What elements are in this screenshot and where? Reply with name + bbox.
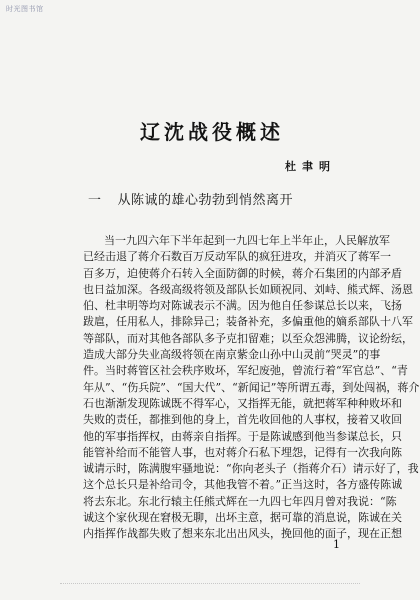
text-line: 件。当时蒋管区社会秩序败坏，军纪废弛，曾流行着“军官总”、“青 xyxy=(83,364,408,378)
page-number: 1 xyxy=(333,538,340,551)
text-line: 百多万，迫使蒋介石转入全面防御的时候，蒋介石集团的内部矛盾 xyxy=(83,266,402,280)
body-paragraph xyxy=(83,233,420,543)
author-name: 杜聿明 xyxy=(285,160,336,173)
text-line: 诚这个家伙现在窘极无聊，出坏主意，据可靠的消息说，陈诚在关 xyxy=(83,511,402,525)
text-line: 他的军事指挥权，由蒋亲自指挥。于是陈诚感到他当参谋总长，只 xyxy=(83,429,402,443)
text-line: 石也渐渐发现陈诚既不得军心，又指挥无能，就把蒋军种种败坏和 xyxy=(83,396,402,410)
watermark-text: 时光图书馆 xyxy=(6,5,44,13)
text-line: 造成大部分失业高级将领在南京紫金山孙中山灵前“哭灵”的事 xyxy=(83,348,381,362)
text-line: 能管补给而不能管人事，也对蒋介石私下埋怨，记得有一次我向陈 xyxy=(83,445,402,459)
section-heading xyxy=(88,189,293,208)
text-line: 伯、杜聿明等均对陈诚表示不满。因为他自任参谋总长以来，飞扬 xyxy=(83,299,402,313)
text-line: 失败的责任，都推到他的身上，首先收回他的人事权，接着又收回 xyxy=(83,413,402,427)
text-line: 跋扈，任用私人，排除异己；装备补充，多偏重他的嫡系部队十八军 xyxy=(83,315,413,329)
scan-edge-noise xyxy=(60,583,360,585)
section-number: 一 xyxy=(88,193,102,208)
text-line: 已经击退了蒋介石数百万反动军队的疯狂进攻，并消灭了蒋军一 xyxy=(83,250,391,264)
article-title: 辽沈战役概述 xyxy=(140,120,284,144)
text-line: 这个总长只是补给司令，其他我管不着。”正当这时，各方盛传陈诚 xyxy=(83,478,403,492)
text-line: 年从”、“伤兵院”、“国大代”、“新闻记”等所谓五毒，到处闯祸，蒋介 xyxy=(83,380,420,394)
text-line: 等部队，而对其他各部队多予克扣留难；以至众怨沸腾，议论纷纭， xyxy=(83,331,413,345)
text-line: 内指挥作战都失败了想来东北出出风头，挽回他的面子，现在正想 xyxy=(83,527,402,541)
section-title: 从陈诚的雄心勃勃到悄然离开 xyxy=(117,193,294,208)
text-line: 将去东北。东北行辕主任熊式辉在一九四七年四月曾对我说：“陈 xyxy=(83,494,397,508)
text-line: 当一九四六年下半年起到一九四七年上半年止，人民解放军 xyxy=(104,234,390,247)
text-line: 诚请示时，陈满腹牢骚地说：“你向老头子（指蒋介石）请示好了，我 xyxy=(83,462,419,476)
text-line: 也日益加深。各级高级将领及部队长如顾祝同、刘峙、熊式辉、汤恩 xyxy=(83,282,413,296)
